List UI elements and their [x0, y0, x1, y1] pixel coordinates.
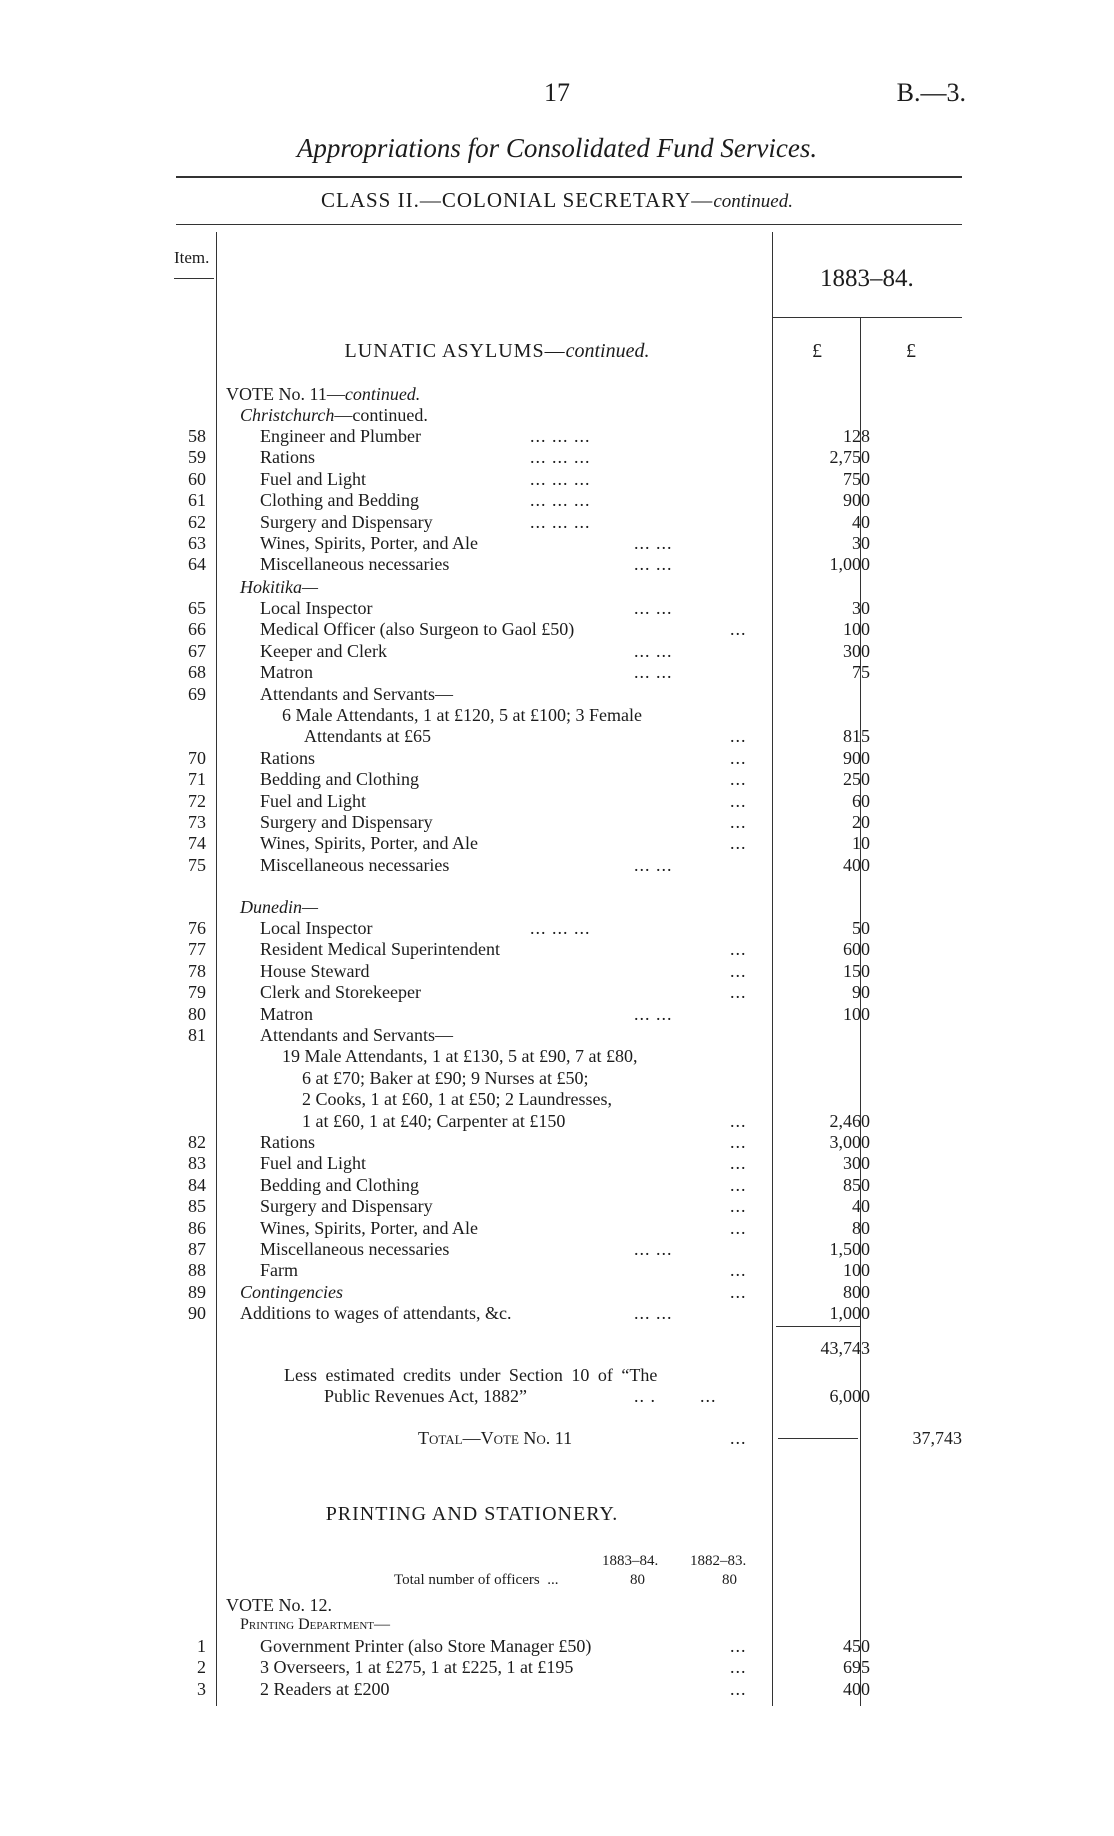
table-row	[0, 1003, 1114, 1025]
item-description: 1 at £60, 1 at £40; Carpenter at £150	[302, 1110, 566, 1131]
item-amount: 1,000	[829, 1303, 870, 1324]
lunatic-asylums-heading: LUNATIC ASYLUMS—continued.	[344, 340, 650, 362]
pound-sign-amount: £	[812, 340, 822, 362]
item-description: Surgery and Dispensary	[260, 1196, 433, 1217]
item-description: Clerk and Storekeeper	[260, 982, 421, 1003]
item-description: 2 Readers at £200	[260, 1678, 390, 1699]
table-row	[0, 446, 1114, 468]
leader-dots: ...	[730, 1196, 747, 1217]
leader-dots: ...	[730, 747, 747, 768]
leader-dots: ...	[730, 1153, 747, 1174]
item-description: Wines, Spirits, Porter, and Ale	[260, 833, 479, 854]
item-amount: 80	[852, 1217, 870, 1238]
item-column-header: Item.	[174, 248, 210, 267]
item-amount: 850	[843, 1174, 870, 1195]
item-amount: 100	[843, 619, 870, 640]
table-row	[0, 1656, 1114, 1678]
leader-dots: ... ... ...	[530, 468, 591, 489]
table-row	[0, 511, 1114, 533]
table-row	[0, 1110, 1114, 1132]
item-description: Rations	[260, 1132, 316, 1152]
item-description: Matron	[260, 662, 313, 683]
item-amount: 50	[852, 918, 870, 938]
leader-dots: ...	[730, 1174, 747, 1195]
item-description: Keeper and Clerk	[260, 640, 387, 661]
item-number: 75	[188, 854, 206, 875]
item-description: 6 Male Attendants, 1 at £120, 5 at £100; 3 Female	[282, 705, 642, 725]
printing-col-year2: 1882–83.	[690, 1553, 747, 1569]
total-vote-11-row: Total—Vote No. 11 ... 37,743	[418, 1428, 962, 1448]
item-description: Miscellaneous necessaries	[260, 854, 450, 875]
item-description: Bedding and Clothing	[260, 769, 419, 790]
leader-dots: ... ...	[634, 1239, 673, 1259]
item-description: Fuel and Light	[260, 790, 366, 811]
item-number: 68	[188, 662, 206, 683]
item-amount: 60	[852, 790, 870, 811]
item-amount: 40	[852, 511, 870, 532]
item-number: 74	[188, 833, 206, 854]
table-row	[0, 489, 1114, 511]
leader-dots: ...	[730, 1132, 747, 1152]
leader-dots: ...	[730, 1657, 747, 1678]
leader-dots: ...	[730, 1636, 747, 1656]
page-number: 17	[544, 78, 570, 107]
item-amount: 40	[852, 1196, 870, 1217]
item-description: 3 Overseers, 1 at £275, 1 at £225, 1 at £195	[260, 1657, 574, 1678]
page-title: Appropriations for Consolidated Fund Services.	[296, 133, 818, 163]
item-number: 72	[188, 790, 206, 811]
item-number: 89	[188, 1281, 206, 1302]
item-description: Government Printer (also Store Manager £50)	[260, 1636, 592, 1656]
item-number: 58	[188, 426, 206, 446]
item-description: Attendants at £65	[304, 726, 431, 747]
table-row	[0, 938, 1114, 960]
item-amount: 450	[843, 1636, 870, 1656]
table-row	[0, 704, 1114, 726]
leader-dots: ... ...	[634, 640, 673, 661]
table-row	[0, 1217, 1114, 1239]
table-row	[0, 553, 1114, 575]
table-row	[0, 768, 1114, 790]
item-description: Bedding and Clothing	[260, 1174, 419, 1195]
item-amount: 600	[843, 939, 870, 960]
item-amount: 750	[843, 468, 870, 489]
table-row	[0, 1302, 1114, 1324]
item-description: Medical Officer (also Surgeon to Gaol £50)	[260, 619, 575, 640]
printing-dept-heading: Printing Department—	[240, 1616, 390, 1633]
officers-1883: 80	[630, 1572, 645, 1588]
table-row	[0, 1088, 1114, 1110]
leader-dots: ...	[730, 1281, 747, 1302]
item-header-rule	[174, 278, 214, 279]
item-amount: 100	[843, 1003, 870, 1024]
item-number: 82	[188, 1132, 206, 1152]
officers-label: Total number of officers ...	[394, 1572, 559, 1588]
table-row	[0, 1024, 1114, 1046]
item-amount: 800	[843, 1281, 870, 1302]
leader-dots: ...	[730, 960, 747, 981]
hokitika-heading: Hokitika—	[240, 577, 318, 597]
table-row	[0, 981, 1114, 1003]
item-amount: 815	[843, 726, 870, 747]
item-number: 84	[188, 1174, 206, 1195]
item-description: 2 Cooks, 1 at £60, 1 at £50; 2 Laundresses,	[302, 1089, 612, 1110]
table-row	[0, 1238, 1114, 1260]
title-rule	[176, 176, 962, 178]
item-amount: 1,500	[829, 1239, 870, 1259]
printing-col-year1: 1883–84.	[602, 1553, 659, 1569]
leader-dots: ...	[730, 833, 747, 854]
table-row	[0, 1281, 1114, 1303]
table-row	[0, 683, 1114, 705]
item-description: Resident Medical Superintendent	[260, 939, 500, 960]
table-row	[0, 747, 1114, 769]
table-row	[0, 597, 1114, 619]
item-description: 19 Male Attendants, 1 at £130, 5 at £90, 7 at £80,	[282, 1046, 638, 1067]
item-amount: 3,000	[829, 1132, 870, 1152]
table-row	[0, 1045, 1114, 1067]
leader-dots: ...	[730, 769, 747, 790]
item-number: 1	[197, 1636, 206, 1656]
item-description: Attendants and Servants—	[260, 683, 453, 704]
item-number: 67	[188, 640, 206, 661]
item-amount: 400	[843, 1678, 870, 1699]
item-number: 3	[197, 1678, 206, 1699]
leader-dots: ...	[730, 812, 747, 832]
total-rule	[778, 1438, 858, 1439]
item-number: 87	[188, 1239, 206, 1259]
item-number: 73	[188, 812, 206, 832]
item-number: 70	[188, 747, 206, 768]
class-heading: CLASS II.—COLONIAL SECRETARY—continued.	[321, 188, 793, 212]
item-number: 2	[197, 1657, 206, 1678]
item-number: 86	[188, 1217, 206, 1238]
printing-stationery-heading: PRINTING AND STATIONERY.	[325, 1503, 619, 1525]
class-rule	[176, 224, 962, 225]
leader-dots: ... ... ...	[530, 511, 591, 532]
year-header-rule	[772, 317, 962, 318]
table-row	[0, 661, 1114, 683]
vote-12-heading: VOTE No. 12.	[226, 1595, 332, 1615]
leader-dots: ...	[730, 1110, 747, 1131]
item-number: 79	[188, 982, 206, 1003]
item-amount: 900	[843, 490, 870, 511]
item-number: 59	[188, 447, 206, 468]
leader-dots: ... ...	[634, 598, 673, 618]
vote-11-heading: VOTE No. 11—continued.	[226, 384, 421, 404]
table-row	[0, 468, 1114, 490]
table-row	[0, 790, 1114, 812]
item-description: Engineer and Plumber	[260, 426, 421, 446]
table-row	[0, 1259, 1114, 1281]
table-row	[0, 1174, 1114, 1196]
item-number: 69	[188, 683, 206, 704]
leader-dots: ... ...	[634, 554, 673, 575]
table-row	[0, 425, 1114, 447]
leader-dots: ... ... ...	[530, 918, 591, 938]
item-description: Clothing and Bedding	[260, 490, 419, 511]
item-number: 65	[188, 598, 206, 618]
item-number: 85	[188, 1196, 206, 1217]
item-amount: 100	[843, 1260, 870, 1281]
item-number: 77	[188, 939, 206, 960]
item-number: 64	[188, 554, 206, 575]
table-row	[0, 1152, 1114, 1174]
item-description: Local Inspector	[260, 598, 373, 618]
table-row	[0, 917, 1114, 939]
item-description: Farm	[260, 1260, 298, 1281]
item-number: 66	[188, 619, 206, 640]
item-number: 61	[188, 490, 206, 511]
leader-dots: ...	[730, 726, 747, 747]
table-row	[0, 1131, 1114, 1153]
item-description: Fuel and Light	[260, 1153, 366, 1174]
item-description: Fuel and Light	[260, 468, 366, 489]
item-number: 80	[188, 1003, 206, 1024]
less-credits-line2: Public Revenues Act, 1882” .. . ... 6,000	[324, 1386, 870, 1406]
item-description: Surgery and Dispensary	[260, 812, 433, 832]
leader-dots: ...	[730, 982, 747, 1003]
item-number: 83	[188, 1153, 206, 1174]
item-amount: 20	[852, 812, 870, 832]
table-row	[0, 725, 1114, 747]
table-row	[0, 1067, 1114, 1089]
item-amount: 150	[843, 960, 870, 981]
item-amount: 30	[852, 533, 870, 553]
leader-dots: ... ...	[634, 854, 673, 875]
table-row	[0, 1678, 1114, 1700]
table-row	[0, 854, 1114, 876]
subtotal-row: 43,743	[820, 1338, 870, 1358]
leader-dots: ... ...	[634, 533, 673, 553]
table-row	[0, 811, 1114, 833]
officers-1882: 80	[722, 1572, 737, 1588]
leader-dots: ... ... ...	[530, 426, 591, 446]
item-description: Rations	[260, 447, 316, 468]
item-description: Miscellaneous necessaries	[260, 1239, 450, 1259]
item-number: 62	[188, 511, 206, 532]
item-amount: 300	[843, 640, 870, 661]
item-number: 71	[188, 769, 206, 790]
item-amount: 75	[852, 662, 870, 683]
leader-dots: ... ...	[634, 1003, 673, 1024]
item-amount: 30	[852, 598, 870, 618]
item-description: House Steward	[260, 960, 370, 981]
item-number: 76	[188, 918, 206, 938]
leader-dots: ...	[730, 1678, 747, 1699]
item-amount: 128	[843, 426, 870, 446]
item-amount: 695	[843, 1657, 870, 1678]
leader-dots: ...	[730, 939, 747, 960]
table-row	[0, 640, 1114, 662]
item-number: 63	[188, 533, 206, 553]
item-description: Wines, Spirits, Porter, and Ale	[260, 1217, 479, 1238]
dunedin-heading: Dunedin—	[240, 897, 318, 917]
item-amount: 2,750	[829, 447, 870, 468]
item-number: 78	[188, 960, 206, 981]
subtotal-rule	[776, 1326, 860, 1327]
leader-dots: ... ...	[634, 1303, 673, 1324]
item-amount: 10	[852, 833, 870, 854]
item-description: Additions to wages of attendants, &c.	[240, 1303, 512, 1324]
item-description: 6 at £70; Baker at £90; 9 Nurses at £50;	[302, 1067, 589, 1088]
table-row	[0, 532, 1114, 554]
item-amount: 90	[852, 982, 870, 1003]
item-amount: 1,000	[829, 554, 870, 575]
pound-sign-total: £	[906, 340, 916, 362]
item-amount: 2,460	[829, 1110, 870, 1131]
item-description: Surgery and Dispensary	[260, 511, 433, 532]
item-description: Contingencies	[240, 1281, 343, 1302]
page-reference: B.—3.	[896, 78, 966, 107]
christchurch-heading: Christchurch—continued.	[240, 405, 428, 425]
item-description: Attendants and Servants—	[260, 1025, 453, 1045]
leader-dots: ...	[730, 1217, 747, 1238]
item-amount: 300	[843, 1153, 870, 1174]
table-row	[0, 1635, 1114, 1657]
table-row	[0, 1195, 1114, 1217]
item-number: 60	[188, 468, 206, 489]
item-description: Wines, Spirits, Porter, and Ale	[260, 533, 479, 553]
item-description: Local Inspector	[260, 918, 373, 938]
year-column-header: 1883–84.	[820, 265, 914, 292]
leader-dots: ... ... ...	[530, 447, 591, 468]
leader-dots: ... ...	[634, 662, 673, 683]
leader-dots: ... ... ...	[530, 490, 591, 511]
table-row	[0, 618, 1114, 640]
item-amount: 900	[843, 747, 870, 768]
table-row	[0, 960, 1114, 982]
item-number: 81	[188, 1025, 206, 1045]
item-number: 88	[188, 1260, 206, 1281]
item-description: Rations	[260, 747, 316, 768]
item-description: Miscellaneous necessaries	[260, 554, 450, 575]
leader-dots: ...	[730, 619, 747, 640]
item-amount: 250	[843, 769, 870, 790]
leader-dots: ...	[730, 1260, 747, 1281]
item-description: Matron	[260, 1003, 313, 1024]
less-credits-line1: Less estimated credits under Section 10 of “The	[284, 1365, 658, 1385]
table-row	[0, 832, 1114, 854]
item-amount: 400	[843, 854, 870, 875]
leader-dots: ...	[730, 790, 747, 811]
item-number: 90	[188, 1303, 206, 1324]
